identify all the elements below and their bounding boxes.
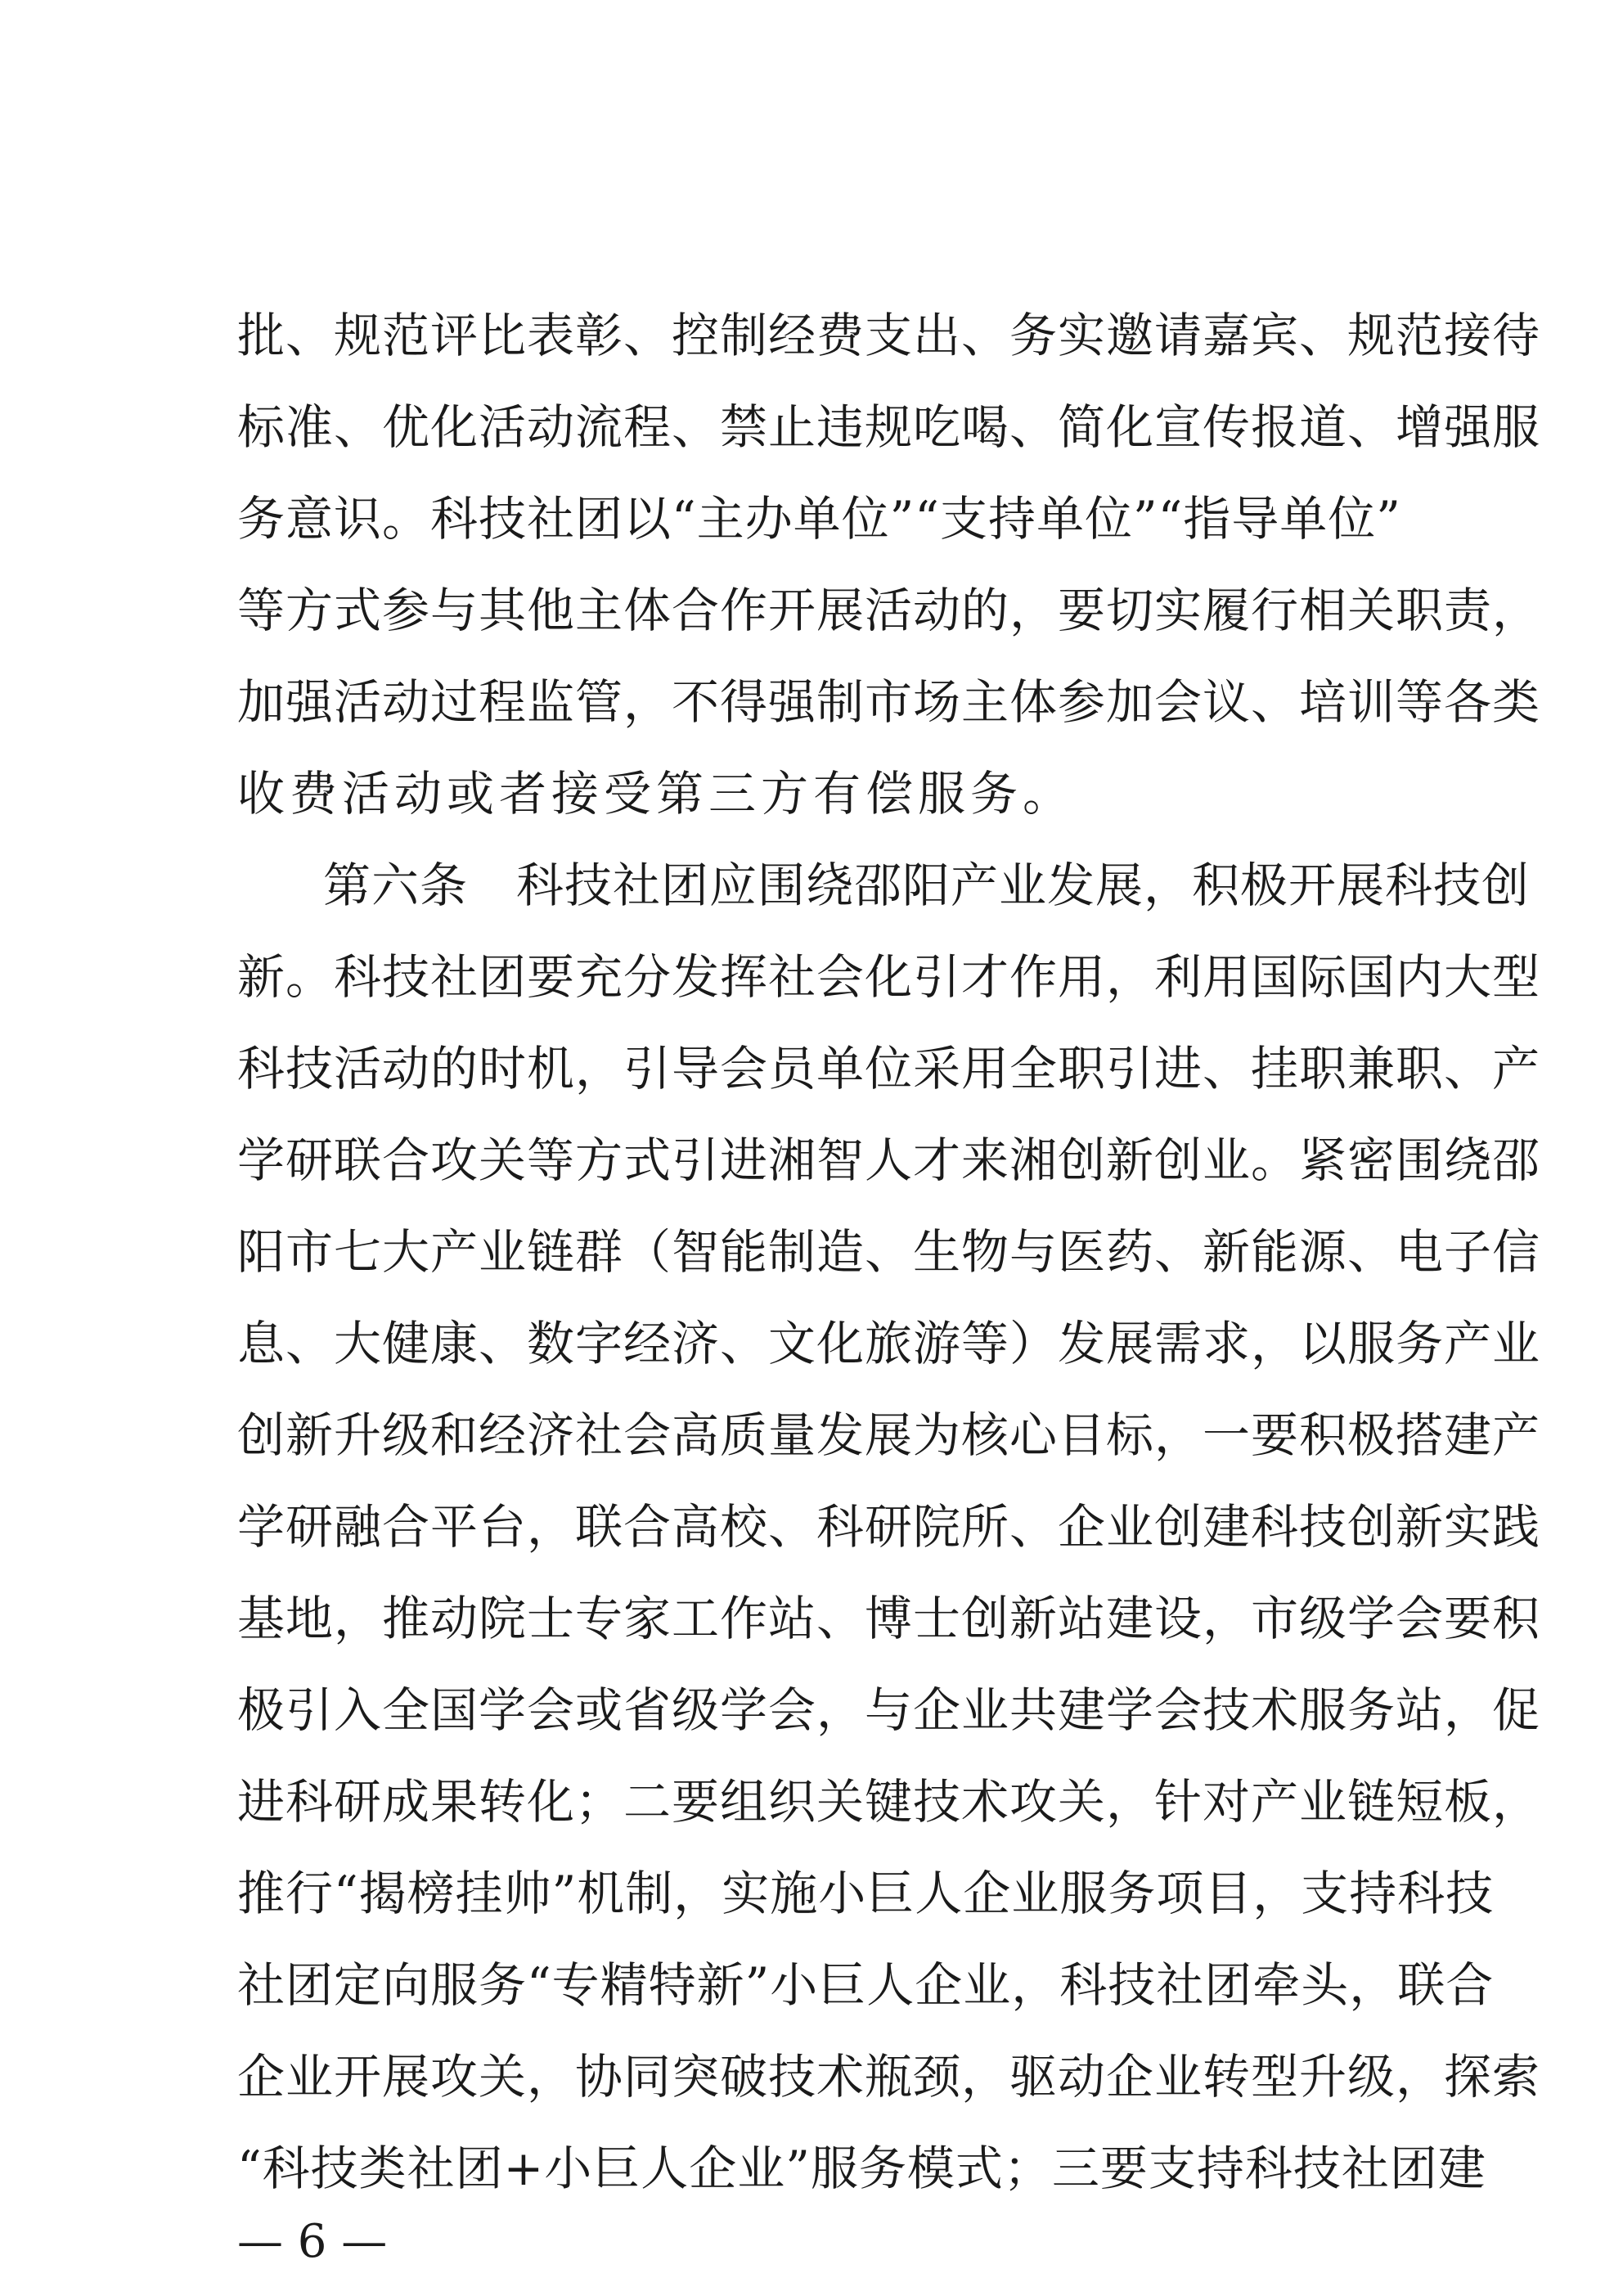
- text-line: “科技类社团+小巨人企业”服务模式；三要支持科技社团建: [237, 2141, 1486, 2196]
- text-line: 基地，推动院士专家工作站、博士创新站建设，市级学会要积: [237, 1591, 1541, 1646]
- text-line: 社团定向服务“专精特新”小巨人企业，科技社团牵头，联合: [237, 1957, 1495, 2013]
- text-line: 务意识。科技社团以“主办单位”“支持单位”“指导单位”: [237, 491, 1401, 547]
- text-line: 推行“揭榜挂帅”机制，实施小巨人企业服务项目，支持科技: [237, 1866, 1495, 1921]
- text-line: 息、大健康、数字经济、文化旅游等）发展需求，以服务产业: [237, 1316, 1541, 1371]
- text-line: 学研融合平台，联合高校、科研院所、企业创建科技创新实践: [237, 1499, 1541, 1555]
- article-heading-line: 第六条 科技社团应围绕邵阳产业发展，积极开展科技创: [323, 858, 1531, 913]
- text-line: 学研联合攻关等方式引进湘智人才来湘创新创业。紧密围绕邵: [237, 1132, 1541, 1188]
- text-line: 加强活动过程监管，不得强制市场主体参加会议、培训等各类: [237, 674, 1541, 730]
- text-line: 进科研成果转化；二要组织关键技术攻关，针对产业链短板，: [237, 1774, 1541, 1830]
- text-line: 标准、优化活动流程、禁止违规吃喝、简化宣传报道、增强服: [237, 399, 1541, 455]
- text-line: 科技活动的时机，引导会员单位采用全职引进、挂职兼职、产: [237, 1041, 1541, 1096]
- text-line: 阳市七大产业链群（智能制造、生物与医药、新能源、电子信: [237, 1224, 1541, 1280]
- text-line: 极引入全国学会或省级学会，与企业共建学会技术服务站，促: [237, 1682, 1541, 1738]
- text-line: 新。科技社团要充分发挥社会化引才作用，利用国际国内大型: [237, 949, 1541, 1005]
- text-line: 收费活动或者接受第三方有偿服务。: [237, 766, 1076, 822]
- text-line: 等方式参与其他主体合作开展活动的，要切实履行相关职责，: [237, 583, 1541, 638]
- text-line: 创新升级和经济社会高质量发展为核心目标，一要积极搭建产: [237, 1407, 1541, 1463]
- text-line: 企业开展攻关，协同突破技术瓶颈，驱动企业转型升级，探索: [237, 2049, 1541, 2105]
- page-number: — 6 —: [237, 2215, 388, 2268]
- text-line: 批、规范评比表彰、控制经费支出、务实邀请嘉宾、规范接待: [237, 308, 1541, 363]
